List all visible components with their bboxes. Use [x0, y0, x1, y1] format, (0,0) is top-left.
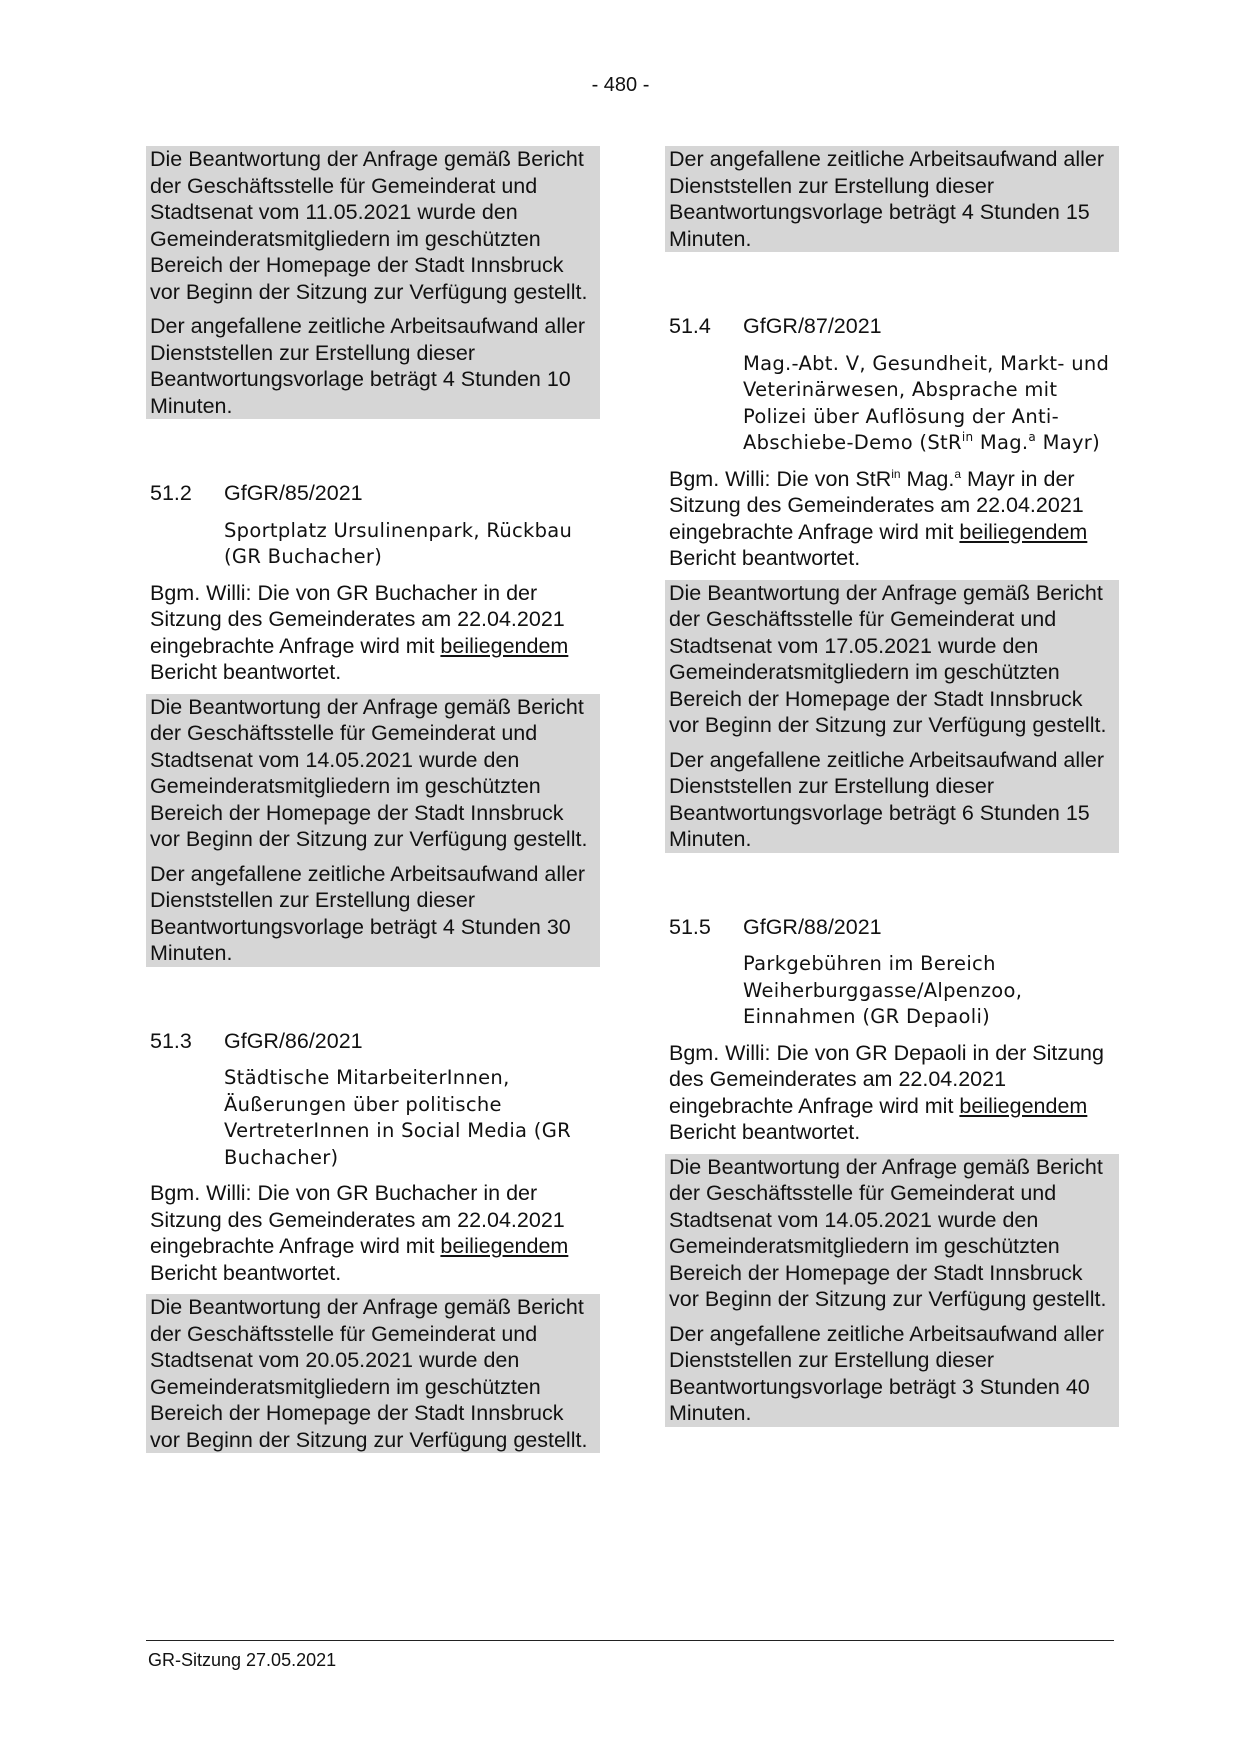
item-number: 51.3: [150, 1028, 192, 1053]
item-51-3-heading: [146, 1028, 600, 1055]
effort-block-51-3: [665, 146, 1119, 252]
beiliegendem-link[interactable]: beiliegendem: [959, 1093, 1088, 1118]
item-51-3-intro: [146, 1180, 600, 1286]
bgm-prefix: Bgm. Willi: Die von: [669, 466, 856, 491]
beiliegendem-link[interactable]: beiliegendem: [440, 1234, 569, 1258]
item-51-2-intro: [146, 580, 600, 686]
effort-paragraph: Der angefallene zeitliche Arbeitsaufwand aller Dienststellen zur Erstellung dieser Beantwortungsvorlage beträgt 4 Stunden 30 Minuten.: [150, 861, 586, 965]
sup-a: a: [1028, 430, 1037, 444]
after-link-text: Bericht beantwortet.: [669, 1120, 861, 1144]
after-link-text: Bericht beantwortet.: [150, 1260, 342, 1285]
after-link-text: Bericht beantwortet.: [150, 660, 342, 684]
answer-paragraph: Die Beantwortung der Anfrage gemäß Bericht der Geschäftsstelle für Gemeinderat und Stadtsenat vom 14.05.2021 wurde den Gemeinderatsmitgliedern im geschützten Bereich der Homepage der Stadt Innsbruck vor Beginn der Sitzung zur Verfügung gestellt.: [150, 694, 588, 851]
item-51-3-title: Städtische MitarbeiterInnen, Äußerungen über politische VertreterInnen in Social Media (GR Buchacher): [224, 1066, 571, 1169]
beiliegendem-link[interactable]: beiliegendem: [440, 633, 569, 658]
sup-in: in: [961, 430, 974, 444]
item-number: 51.2: [150, 481, 192, 505]
item-51-2-heading: [146, 480, 600, 507]
item-51-4-title: [743, 351, 1119, 457]
answer-block-51-3: [146, 1294, 600, 1453]
bgm-prefix: Bgm. Willi: Die von: [669, 1040, 856, 1065]
answer-block-51-1: [146, 146, 600, 419]
footer-text: GR-Sitzung 27.05.2021: [148, 1650, 337, 1670]
answer-paragraph: Die Beantwortung der Anfrage gemäß Bericht der Geschäftsstelle für Gemeinderat und Stadtsenat vom 20.05.2021 wurde den Gemeinderatsmitgliedern im geschützten Bereich der Homepage der Stadt Innsbruck vor Beginn der Sitzung zur Verfügung gestellt.: [150, 1295, 588, 1452]
item-51-4-intro: [665, 466, 1119, 572]
answer-block-51-5: [665, 1154, 1119, 1427]
right-column: [665, 146, 1119, 1436]
item-number: 51.4: [669, 314, 711, 338]
item-51-5-title: Parkgebühren im Bereich Weiherburggasse/Alpenzoo, Einnahmen (GR Depaoli): [743, 952, 1023, 1028]
item-code: GfGR/88/2021: [743, 914, 882, 939]
answer-block-51-2: [146, 694, 600, 967]
after-link-text: Bericht beantwortet.: [669, 546, 861, 570]
item-code: GfGR/85/2021: [224, 481, 363, 505]
effort-paragraph: Der angefallene zeitliche Arbeitsaufwand aller Dienststellen zur Erstellung dieser Beantwortungsvorlage beträgt 3 Stunden 40 Minuten.: [669, 1321, 1105, 1425]
intro-mag: Mag.: [906, 466, 955, 491]
title-main: Mag.-Abt. V, Gesundheit, Markt- und Veterinärwesen, Absprache mit Polizei über Auflösung der Anti-Abschiebe-Demo (StR: [743, 351, 1110, 454]
item-number: 51.5: [669, 914, 711, 939]
item-51-4-heading: [665, 313, 1119, 340]
title-end: Mayr): [1042, 431, 1101, 454]
title-mag: Mag.: [979, 431, 1029, 454]
bgm-prefix: Bgm. Willi: Die von: [150, 1181, 337, 1205]
answer-paragraph: Die Beantwortung der Anfrage gemäß Bericht der Geschäftsstelle für Gemeinderat und Stadtsenat vom 17.05.2021 wurde den Gemeinderatsmitgliedern im geschützten Bereich der Homepage der Stadt Innsbruck vor Beginn der Sitzung zur Verfügung gestellt.: [669, 580, 1107, 737]
footer-divider: [146, 1640, 1114, 1641]
intro-text: GR Buchacher in der Sitzung des Gemeinderates am 22.04.2021 eingebrachte Anfrage wird mit: [150, 1181, 565, 1258]
intro-text: Mayr in der Sitzung des Gemeinderates am 22.04.2021 eingebrachte Anfrage wird mit: [669, 466, 1084, 544]
bgm-prefix: Bgm. Willi: Die von: [150, 580, 337, 605]
sup-in: in: [891, 466, 901, 481]
effort-paragraph: Der angefallene zeitliche Arbeitsaufwand aller Dienststellen zur Erstellung dieser Beantwortungsvorlage beträgt 4 Stunden 15 Minuten.: [669, 147, 1105, 251]
item-51-5-intro: [665, 1040, 1119, 1146]
page-number: - 480 -: [591, 74, 650, 96]
left-column: [146, 146, 600, 1462]
intro-str: StR: [855, 466, 892, 491]
effort-paragraph: Der angefallene zeitliche Arbeitsaufwand aller Dienststellen zur Erstellung dieser Beantwortungsvorlage beträgt 4 Stunden 10 Minuten.: [150, 314, 586, 418]
item-code: GfGR/86/2021: [224, 1028, 363, 1053]
item-code: GfGR/87/2021: [743, 314, 882, 338]
effort-paragraph: Der angefallene zeitliche Arbeitsaufwand aller Dienststellen zur Erstellung dieser Beantwortungsvorlage beträgt 6 Stunden 15 Minuten.: [669, 747, 1105, 851]
intro-text: GR Depaoli in der Sitzung des Gemeinderates am 22.04.2021 eingebrachte Anfrage wird mit: [669, 1040, 1104, 1118]
answer-paragraph: Die Beantwortung der Anfrage gemäß Bericht der Geschäftsstelle für Gemeinderat und Stadtsenat vom 14.05.2021 wurde den Gemeinderatsmitgliedern im geschützten Bereich der Homepage der Stadt Innsbruck vor Beginn der Sitzung zur Verfügung gestellt.: [669, 1154, 1107, 1311]
beiliegendem-link[interactable]: beiliegendem: [959, 519, 1088, 544]
item-51-5-heading: [665, 914, 1119, 941]
intro-text: GR Buchacher in der Sitzung des Gemeinderates am 22.04.2021 eingebrachte Anfrage wird mit: [150, 580, 565, 658]
item-51-2-title: Sportplatz Ursulinenpark, Rückbau (GR Buchacher): [224, 518, 573, 568]
answer-paragraph: Die Beantwortung der Anfrage gemäß Bericht der Geschäftsstelle für Gemeinderat und Stadtsenat vom 11.05.2021 wurde den Gemeinderatsmitgliedern im geschützten Bereich der Homepage der Stadt Innsbruck vor Beginn der Sitzung zur Verfügung gestellt.: [150, 147, 588, 304]
answer-block-51-4: [665, 580, 1119, 853]
sup-a: a: [954, 466, 962, 481]
